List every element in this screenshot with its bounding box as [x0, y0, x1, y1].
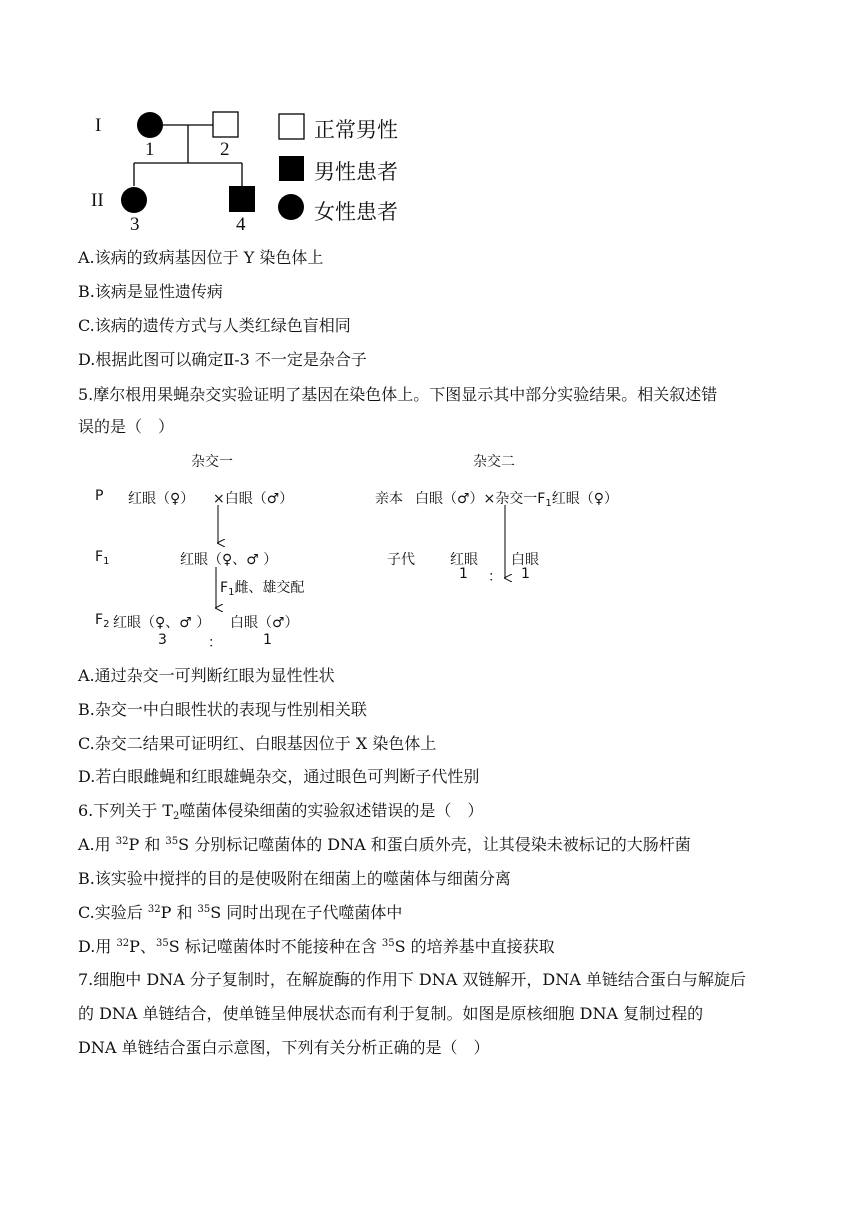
q5-option-b: B.杂交一中白眼性状的表现与性别相关联	[78, 700, 367, 719]
q6-option-a: A.用 $^{32}$P 和 $^{35}$S 分别标记噬菌体的 DNA 和蛋白质外壳，让其侵染未被标记的大肠杆菌	[78, 835, 691, 854]
q4-option-d: D.根据此图可以确定Ⅱ-3 不一定是杂合子	[78, 350, 367, 369]
cross2-parent-label: 亲本	[375, 491, 403, 507]
cross1-f2-red: 红眼（♀、♂ ）	[113, 615, 211, 631]
q6-option-c: C.实验后 $^{32}$P 和 $^{35}$S 同时出现在子代噬菌体中	[78, 903, 403, 922]
cross1-f2-label: $F_2$	[95, 612, 110, 630]
legend-affected-female-label: 女性患者	[314, 200, 398, 224]
q4-option-c: C.该病的遗传方式与人类红绿色盲相同	[78, 316, 351, 335]
legend-affected-male-label: 男性患者	[314, 160, 398, 184]
q4-option-a: A.该病的致病基因位于 Y 染色体上	[78, 248, 324, 267]
cross2-red: 红眼	[450, 552, 478, 568]
cross1-ratio-right: 1	[263, 632, 272, 648]
q7-stem-line2: 的 DNA 单链结合，使单链呈伸展状态而有利于复制。如图是原核细胞 DNA 复制过程的	[78, 1004, 704, 1023]
cross1-p-label: P	[95, 488, 104, 504]
q5-stem-line2: 误的是（ ）	[78, 417, 175, 436]
cross1-p-female: 红眼（♀）	[128, 491, 195, 507]
cross1-f1-label: $F_1$	[95, 549, 110, 567]
cross2-parent-text: 白眼（♂）×杂交一$F_1$红眼（♀）	[415, 491, 618, 509]
individual-3-number: 3	[130, 214, 140, 235]
q6-option-d: D.用 $^{32}$P、$^{35}$S 标记噬菌体时不能接种在含 $^{35}$S 的培养基中直接获取	[78, 937, 555, 956]
q5-option-c: C.杂交二结果可证明红、白眼基因位于 X 染色体上	[78, 734, 437, 753]
individual-4-number: 4	[236, 214, 246, 235]
individual-2-number: 2	[220, 139, 230, 160]
q7-stem-line1: 7.细胞中 DNA 分子复制时，在解旋酶的作用下 DNA 双链解开，DNA 单链结合蛋白与解旋后	[78, 970, 746, 989]
cross1-p-cross: ×白眼（♂）	[213, 491, 294, 507]
cross2-ratio-right: 1	[521, 566, 530, 582]
individual-1-number: 1	[145, 139, 155, 160]
generation-II-label: II	[91, 190, 104, 211]
cross1-f2-white: 白眼（♂）	[230, 615, 299, 631]
cross1-ratio-left: 3	[158, 632, 167, 648]
q5-stem-line1: 5.摩尔根用果蝇杂交实验证明了基因在染色体上。下图显示其中部分实验结果。相关叙述错	[78, 385, 718, 404]
cross1-title: 杂交一	[191, 454, 233, 470]
generation-I-label: I	[95, 115, 102, 136]
cross1-f1-mating-label: $F_1$雌、雄交配	[220, 580, 305, 598]
cross2-ratio-left: 1	[459, 566, 468, 582]
cross2-offspring-label: 子代	[387, 552, 415, 568]
legend-normal-male-label: 正常男性	[314, 118, 398, 142]
q5-option-d: D.若白眼雌蝇和红眼雄蝇杂交，通过眼色可判断子代性别	[78, 767, 480, 786]
q7-stem-line3: DNA 单链结合蛋白示意图，下列有关分析正确的是（ ）	[78, 1038, 490, 1057]
q6-option-b: B.该实验中搅拌的目的是使吸附在细菌上的噬菌体与细菌分离	[78, 869, 511, 888]
cross2-ratio-colon: ：	[488, 569, 502, 585]
cross1-ratio-colon: ：	[208, 635, 222, 651]
cross2-white: 白眼	[511, 552, 539, 568]
q6-stem: 6.下列关于 $T_2$噬菌体侵染细菌的实验叙述错误的是（ ）	[78, 801, 484, 822]
cross2-title: 杂交二	[473, 454, 515, 470]
q5-option-a: A.通过杂交一可判断红眼为显性性状	[78, 666, 335, 685]
cross1-f1-result: 红眼（♀、♂ ）	[180, 552, 278, 568]
q4-option-b: B.该病是显性遗传病	[78, 282, 223, 301]
